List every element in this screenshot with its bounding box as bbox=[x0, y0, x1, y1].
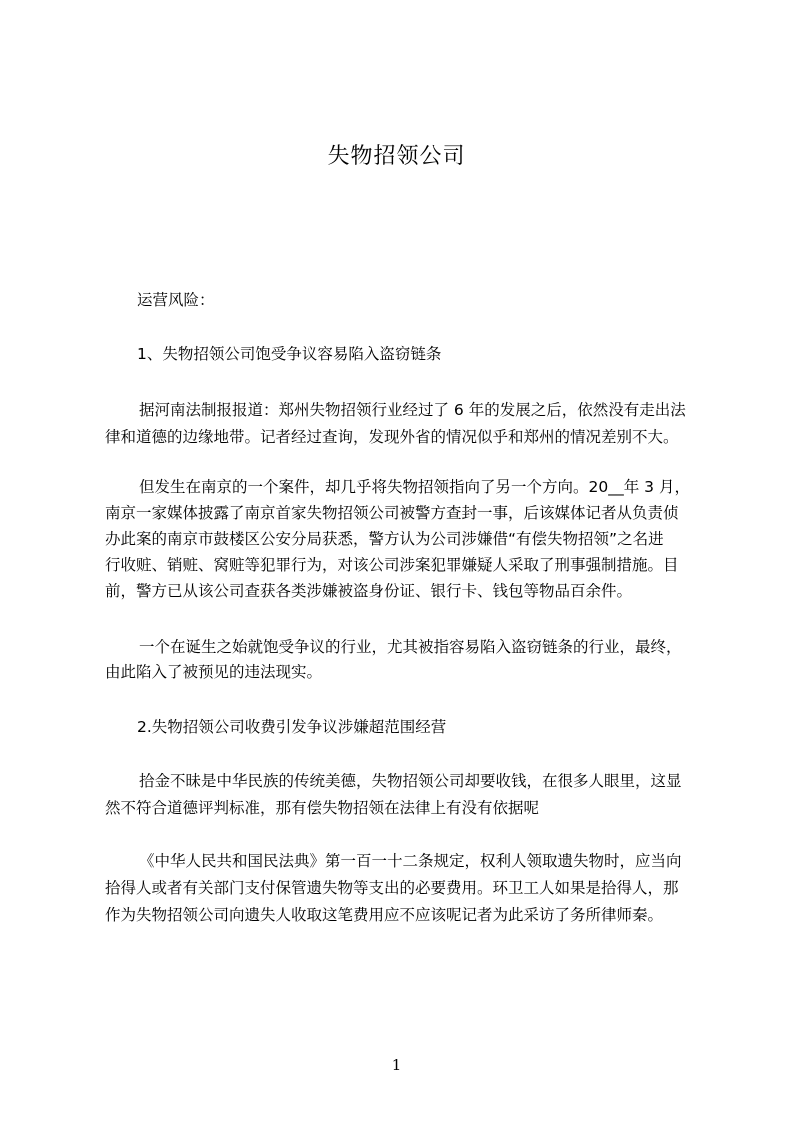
paragraph-2-line-2: 南京一家媒体披露了南京首家失物招领公司被警方查封一事，后该媒体记者从负责侦 bbox=[105, 504, 679, 522]
paragraph-5-line-3: 作为失物招领公司向遗失人收取这笔费用应不应该呢记者为此采访了务所律师秦。 bbox=[105, 906, 664, 924]
section-heading-operating-risk: 运营风险： bbox=[137, 291, 215, 309]
paragraph-2-line-5: 前，警方已从该公司查获各类涉嫌被盗身份证、银行卡、钱包等物品百余件。 bbox=[105, 582, 633, 600]
paragraph-4-line-1: 拾金不昧是中华民族的传统美德，失物招领公司却要收钱，在很多人眼里，这显 bbox=[139, 772, 682, 790]
paragraph-2-line-1: 但发生在南京的一个案件，却几乎将失物招领指向了另一个方向。20__年 3 月， bbox=[139, 478, 690, 496]
paragraph-2-line-3: 办此案的南京市鼓楼区公安分局获悉，警方认为公司涉嫌借“有偿失物招领”之名进 bbox=[105, 530, 664, 548]
paragraph-4-line-2: 然不符合道德评判标准，那有偿失物招领在法律上有没有依据呢 bbox=[105, 799, 540, 817]
page-number: 1 bbox=[391, 1056, 402, 1074]
paragraph-1-line-1: 据河南法制报报道：郑州失物招领行业经过了 6 年的发展之后，依然没有走出法 bbox=[139, 401, 686, 419]
paragraph-5-line-2: 拾得人或者有关部门支付保管遗失物等支出的必要费用。环卫工人如果是拾得人，那 bbox=[105, 879, 679, 897]
document-title: 失物招领公司 bbox=[327, 144, 466, 169]
paragraph-3-line-2: 由此陷入了被预见的违法现实。 bbox=[105, 663, 323, 681]
subheading-2: 2.失物招领公司收费引发争议涉嫌超范围经营 bbox=[137, 718, 447, 736]
subheading-1: 1、失物招领公司饱受争议容易陷入盗窃链条 bbox=[137, 345, 442, 363]
paragraph-5-line-1: 《中华人民共和国民法典》第一百一十二条规定，权利人领取遗失物时，应当向 bbox=[139, 852, 682, 870]
paragraph-1-line-2: 律和道德的边缘地带。记者经过查询，发现外省的情况似乎和郑州的情况差别不大。 bbox=[105, 428, 679, 446]
paragraph-2-line-4: 行收赃、销赃、窝赃等犯罪行为，对该公司涉案犯罪嫌疑人采取了刑事强制措施。目 bbox=[105, 556, 679, 574]
paragraph-3-line-1: 一个在诞生之始就饱受争议的行业，尤其被指容易陷入盗窃链条的行业，最终， bbox=[139, 638, 682, 656]
